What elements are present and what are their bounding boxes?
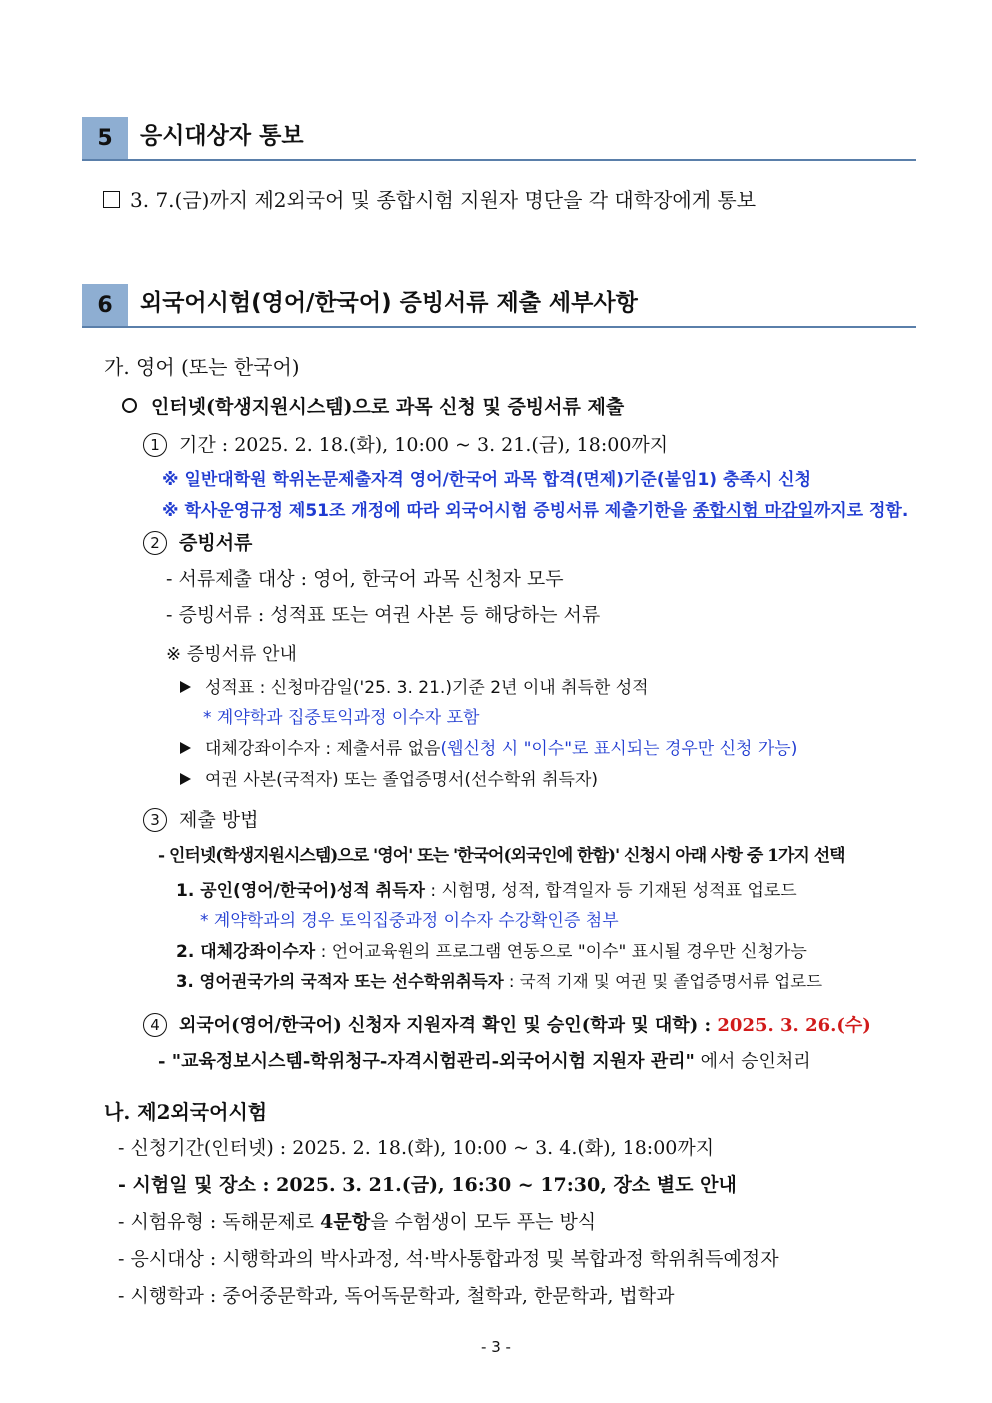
page-number: - 3 -: [481, 1338, 511, 1356]
approval-date: 2025. 3. 26.(수): [717, 1015, 871, 1036]
na-line-1: - 신청기간(인터넷) : 2025. 2. 18.(화), 10:00 ~ 3. 4.(화), 18:00까지: [118, 1137, 715, 1159]
ga-item-3: 3 제출 방법: [143, 805, 258, 832]
ga-item-2: 2 증빙서류: [143, 528, 252, 555]
section-number: 6: [82, 284, 128, 326]
ga-item-1: 1 기간 : 2025. 2. 18.(화), 10:00 ~ 3. 21.(금), 18:00까지: [143, 430, 668, 457]
triangle-bullet-icon: [180, 681, 191, 693]
ga-item-2-bullet-1-note: * 계약학과 집중토익과정 이수자 포함: [203, 708, 480, 728]
na-line-5: - 시행학과 : 중어중문학과, 독어독문학과, 철학과, 한문학과, 법학과: [118, 1285, 675, 1307]
circled-number-2-icon: 2: [143, 531, 167, 555]
circled-number-3-icon: 3: [143, 808, 167, 832]
ga-item-3-dash: - 인터넷(학생지원시스템)으로 '영어' 또는 '한국어(외국인에 한함)' 신청시 아래 사항 중 1가지 선택: [158, 846, 845, 866]
ga-item-1-note-2: ※ 학사운영규정 제51조 개정에 따라 외국어시험 증빙서류 제출기한을 종합시험 마감일까지로 정함.: [162, 501, 909, 521]
ga-item-3-option-3: 3. 영어권국가의 국적자 또는 선수학위취득자 : 국적 기재 및 여권 및 졸업증명서류 업로드: [176, 972, 823, 991]
na-line-2: - 시험일 및 장소 : 2025. 3. 21.(금), 16:30 ~ 17:30, 장소 별도 안내: [118, 1174, 737, 1196]
ga-item-3-option-1-note: * 계약학과의 경우 토익집중과정 이수자 수강확인증 첨부: [200, 911, 619, 931]
section-title: 응시대상자 통보: [140, 123, 304, 149]
ga-item-2-bullet-1: 성적표 : 신청마감일('25. 3. 21.)기준 2년 이내 취득한 성적: [180, 673, 649, 698]
section-5-header: [82, 117, 916, 161]
circled-number-1-icon: 1: [143, 433, 167, 457]
ga-item-2-bullet-2: 대체강좌이수자 : 제출서류 없음(웹신청 시 "이수"로 표시되는 경우만 신청 가능): [180, 734, 797, 759]
checkbox-icon: [103, 191, 120, 208]
subsection-na-heading: 나. 제2외국어시험: [104, 1100, 268, 1124]
ga-item-2-guide: ※ 증빙서류 안내: [166, 644, 297, 665]
triangle-bullet-icon: [180, 773, 191, 785]
ga-item-2-dash-1: - 서류제출 대상 : 영어, 한국어 과목 신청자 모두: [166, 568, 564, 590]
underlined-deadline: 종합시험 마감일: [692, 501, 814, 521]
section-6-header: [82, 284, 916, 328]
ga-item-1-note-1: ※ 일반대학원 학위논문제출자격 영어/한국어 과목 합격(면제)기준(붙임1) 충족시 신청: [162, 470, 811, 490]
subsection-ga-heading: 가. 영어 (또는 한국어): [104, 355, 300, 379]
triangle-bullet-icon: [180, 742, 191, 754]
ga-item-3-option-1: 1. 공인(영어/한국어)성적 취득자 : 시험명, 성적, 합격일자 등 기재된 성적표 업로드: [176, 881, 797, 901]
section-title: 외국어시험(영어/한국어) 증빙서류 제출 세부사항: [140, 290, 638, 316]
na-line-3: - 시험유형 : 독해문제로 4문항을 수험생이 모두 푸는 방식: [118, 1211, 597, 1233]
circle-bullet-icon: [122, 398, 137, 413]
ga-item-2-bullet-3: 여권 사본(국적자) 또는 졸업증명서(선수학위 취득자): [180, 765, 598, 790]
na-line-4: - 응시대상 : 시행학과의 박사과정, 석·박사통합과정 및 복합과정 학위취득예정자: [118, 1248, 779, 1270]
section-number: 5: [82, 117, 128, 159]
ga-item-4-dash: - "교육정보시스템-학위청구-자격시험관리-외국어시험 지원자 관리" 에서 승인처리: [158, 1051, 811, 1072]
ga-item-3-option-2: 2. 대체강좌이수자 : 언어교육원의 프로그램 연동으로 "이수" 표시될 경우만 신청가능: [176, 942, 807, 962]
section-5-item: 3. 7.(금)까지 제2외국어 및 종합시험 지원자 명단을 각 대학장에게 통보: [103, 184, 756, 213]
circled-number-4-icon: 4: [143, 1013, 167, 1037]
ga-item-2-dash-2: - 증빙서류 : 성적표 또는 여권 사본 등 해당하는 서류: [166, 604, 601, 626]
ga-bullet: 인터넷(학생지원시스템)으로 과목 신청 및 증빙서류 제출: [122, 392, 624, 419]
ga-item-4: 4 외국어(영어/한국어) 신청자 지원자격 확인 및 승인(학과 및 대학) : 2025. 3. 26.(수): [143, 1011, 871, 1037]
